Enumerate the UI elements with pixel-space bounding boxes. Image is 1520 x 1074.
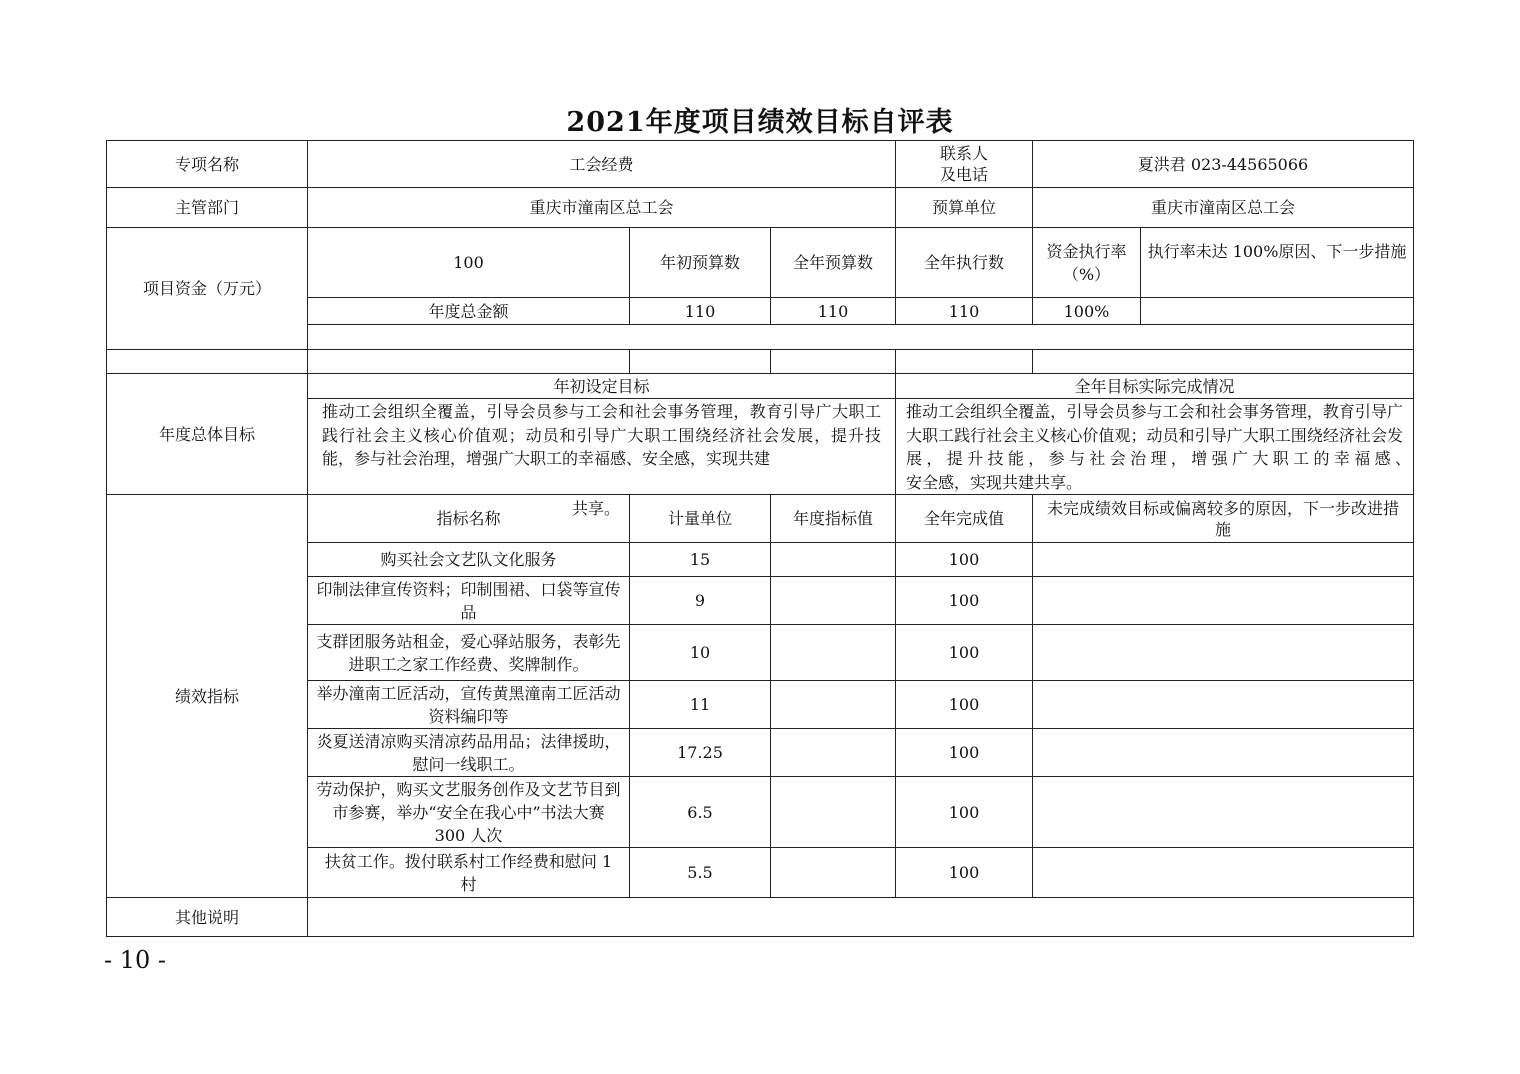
indicator-complete: 100 (896, 625, 1033, 681)
other-label: 其他说明 (106, 898, 308, 937)
project-name-value: 工会经费 (308, 140, 896, 188)
indicator-name: 支群团服务站租金，爱心驿站服务，表彰先进职工之家工作经费、奖牌制作。 (308, 625, 630, 681)
funds-col-rate: 资金执行率 （%） (1033, 228, 1141, 298)
goals-actual-text: 推动工会组织全覆盖，引导会员参与工会和社会事务管理，教育引导广大职工践行社会主义核心价值观；动员和引导广大职工围绕经济社会发展，提升技能，参与社会治理，增强广大职工的幸福感、 安全感，实现共建共享。 (896, 399, 1414, 495)
indicator-annual (771, 777, 896, 848)
indicator-unit: 5.5 (630, 848, 771, 898)
funds-col-100: 100 (308, 228, 630, 298)
other-value (308, 898, 1414, 937)
perf-header-name: 指标名称 (308, 495, 630, 543)
page-number: - 10 - (104, 946, 167, 974)
funds-rate-value: 100% (1033, 298, 1141, 325)
indicator-annual (771, 729, 896, 777)
page-title: 2021年度项目绩效目标自评表 (566, 107, 954, 138)
indicator-reason (1033, 625, 1414, 681)
funds-col-exec: 全年执行数 (896, 228, 1033, 298)
perf-header-unit: 计量单位 (630, 495, 771, 543)
indicator-reason (1033, 848, 1414, 898)
dept-label: 主管部门 (106, 188, 308, 228)
indicator-annual (771, 681, 896, 729)
indicator-complete: 100 (896, 543, 1033, 577)
indicator-reason (1033, 543, 1414, 577)
indicator-name: 炎夏送清凉购买清凉药品用品；法律援助，慰问一线职工。 (308, 729, 630, 777)
indicator-reason (1033, 681, 1414, 729)
indicator-reason (1033, 777, 1414, 848)
indicator-reason (1033, 577, 1414, 625)
indicator-unit: 6.5 (630, 777, 771, 848)
empty-cell (771, 350, 896, 374)
goals-set-header: 年初设定目标 (308, 374, 896, 399)
indicator-complete: 100 (896, 577, 1033, 625)
funds-empty-row (308, 325, 1414, 350)
funds-col-full: 全年预算数 (771, 228, 896, 298)
perf-header-annual: 年度指标值 (771, 495, 896, 543)
indicator-complete: 100 (896, 777, 1033, 848)
funds-full-value: 110 (771, 298, 896, 325)
indicator-annual (771, 577, 896, 625)
funds-label: 项目资金（万元） (106, 228, 308, 350)
indicator-unit: 9 (630, 577, 771, 625)
perf-header-complete: 全年完成值 (896, 495, 1033, 543)
indicator-unit: 15 (630, 543, 771, 577)
self-evaluation-table (106, 140, 1500, 937)
perf-header-reason: 未完成绩效目标或偏离较多的原因，下一步改进措施 (1033, 495, 1414, 543)
performance-label: 绩效指标 (106, 495, 308, 898)
empty-cell (1033, 350, 1414, 374)
empty-cell (896, 350, 1033, 374)
funds-col-initial: 年初预算数 (630, 228, 771, 298)
indicator-name: 印制法律宣传资料；印制围裙、口袋等宣传品 (308, 577, 630, 625)
indicator-annual (771, 543, 896, 577)
goals-set-text-tail: 共享。 (572, 499, 621, 518)
indicator-name: 扶贫工作。拨付联系村工作经费和慰问 1 村 (308, 848, 630, 898)
funds-col-reason: 执行率未达 100%原因、下一步措施 (1141, 228, 1414, 298)
indicator-name: 购买社会文艺队文化服务 (308, 543, 630, 577)
indicator-unit: 11 (630, 681, 771, 729)
indicator-unit: 17.25 (630, 729, 771, 777)
empty-cell (308, 350, 630, 374)
indicator-annual (771, 848, 896, 898)
budget-unit-value: 重庆市潼南区总工会 (1033, 188, 1414, 228)
dept-value: 重庆市潼南区总工会 (308, 188, 896, 228)
contact-value: 夏洪君 023-44565066 (1033, 140, 1414, 188)
funds-reason-value (1141, 298, 1414, 325)
goals-set-text: 推动工会组织全覆盖，引导会员参与工会和社会事务管理，教育引导广大职工践行社会主义核心价值观；动员和引导广大职工围绕经济社会发展，提升技能，参与社会治理，增强广大职工的幸福感、安全感，实现共建 (308, 399, 896, 495)
indicator-complete: 100 (896, 729, 1033, 777)
goals-actual-header: 全年目标实际完成情况 (896, 374, 1414, 399)
funds-row-label: 年度总金额 (308, 298, 630, 325)
indicator-complete: 100 (896, 848, 1033, 898)
indicator-annual (771, 625, 896, 681)
indicator-reason (1033, 729, 1414, 777)
budget-unit-label: 预算单位 (896, 188, 1033, 228)
empty-cell (106, 350, 308, 374)
indicator-name: 举办潼南工匠活动，宣传黄黑潼南工匠活动资料编印等 (308, 681, 630, 729)
goals-label: 年度总体目标 (106, 374, 308, 495)
project-name-label: 专项名称 (106, 140, 308, 188)
empty-cell (630, 350, 771, 374)
contact-label: 联系人 及电话 (896, 140, 1033, 188)
indicator-complete: 100 (896, 681, 1033, 729)
funds-initial-value: 110 (630, 298, 771, 325)
indicator-name: 劳动保护，购买文艺服务创作及文艺节目到市参赛，举办“安全在我心中”书法大赛 300 人次 (308, 777, 630, 848)
funds-exec-value: 110 (896, 298, 1033, 325)
indicator-unit: 10 (630, 625, 771, 681)
